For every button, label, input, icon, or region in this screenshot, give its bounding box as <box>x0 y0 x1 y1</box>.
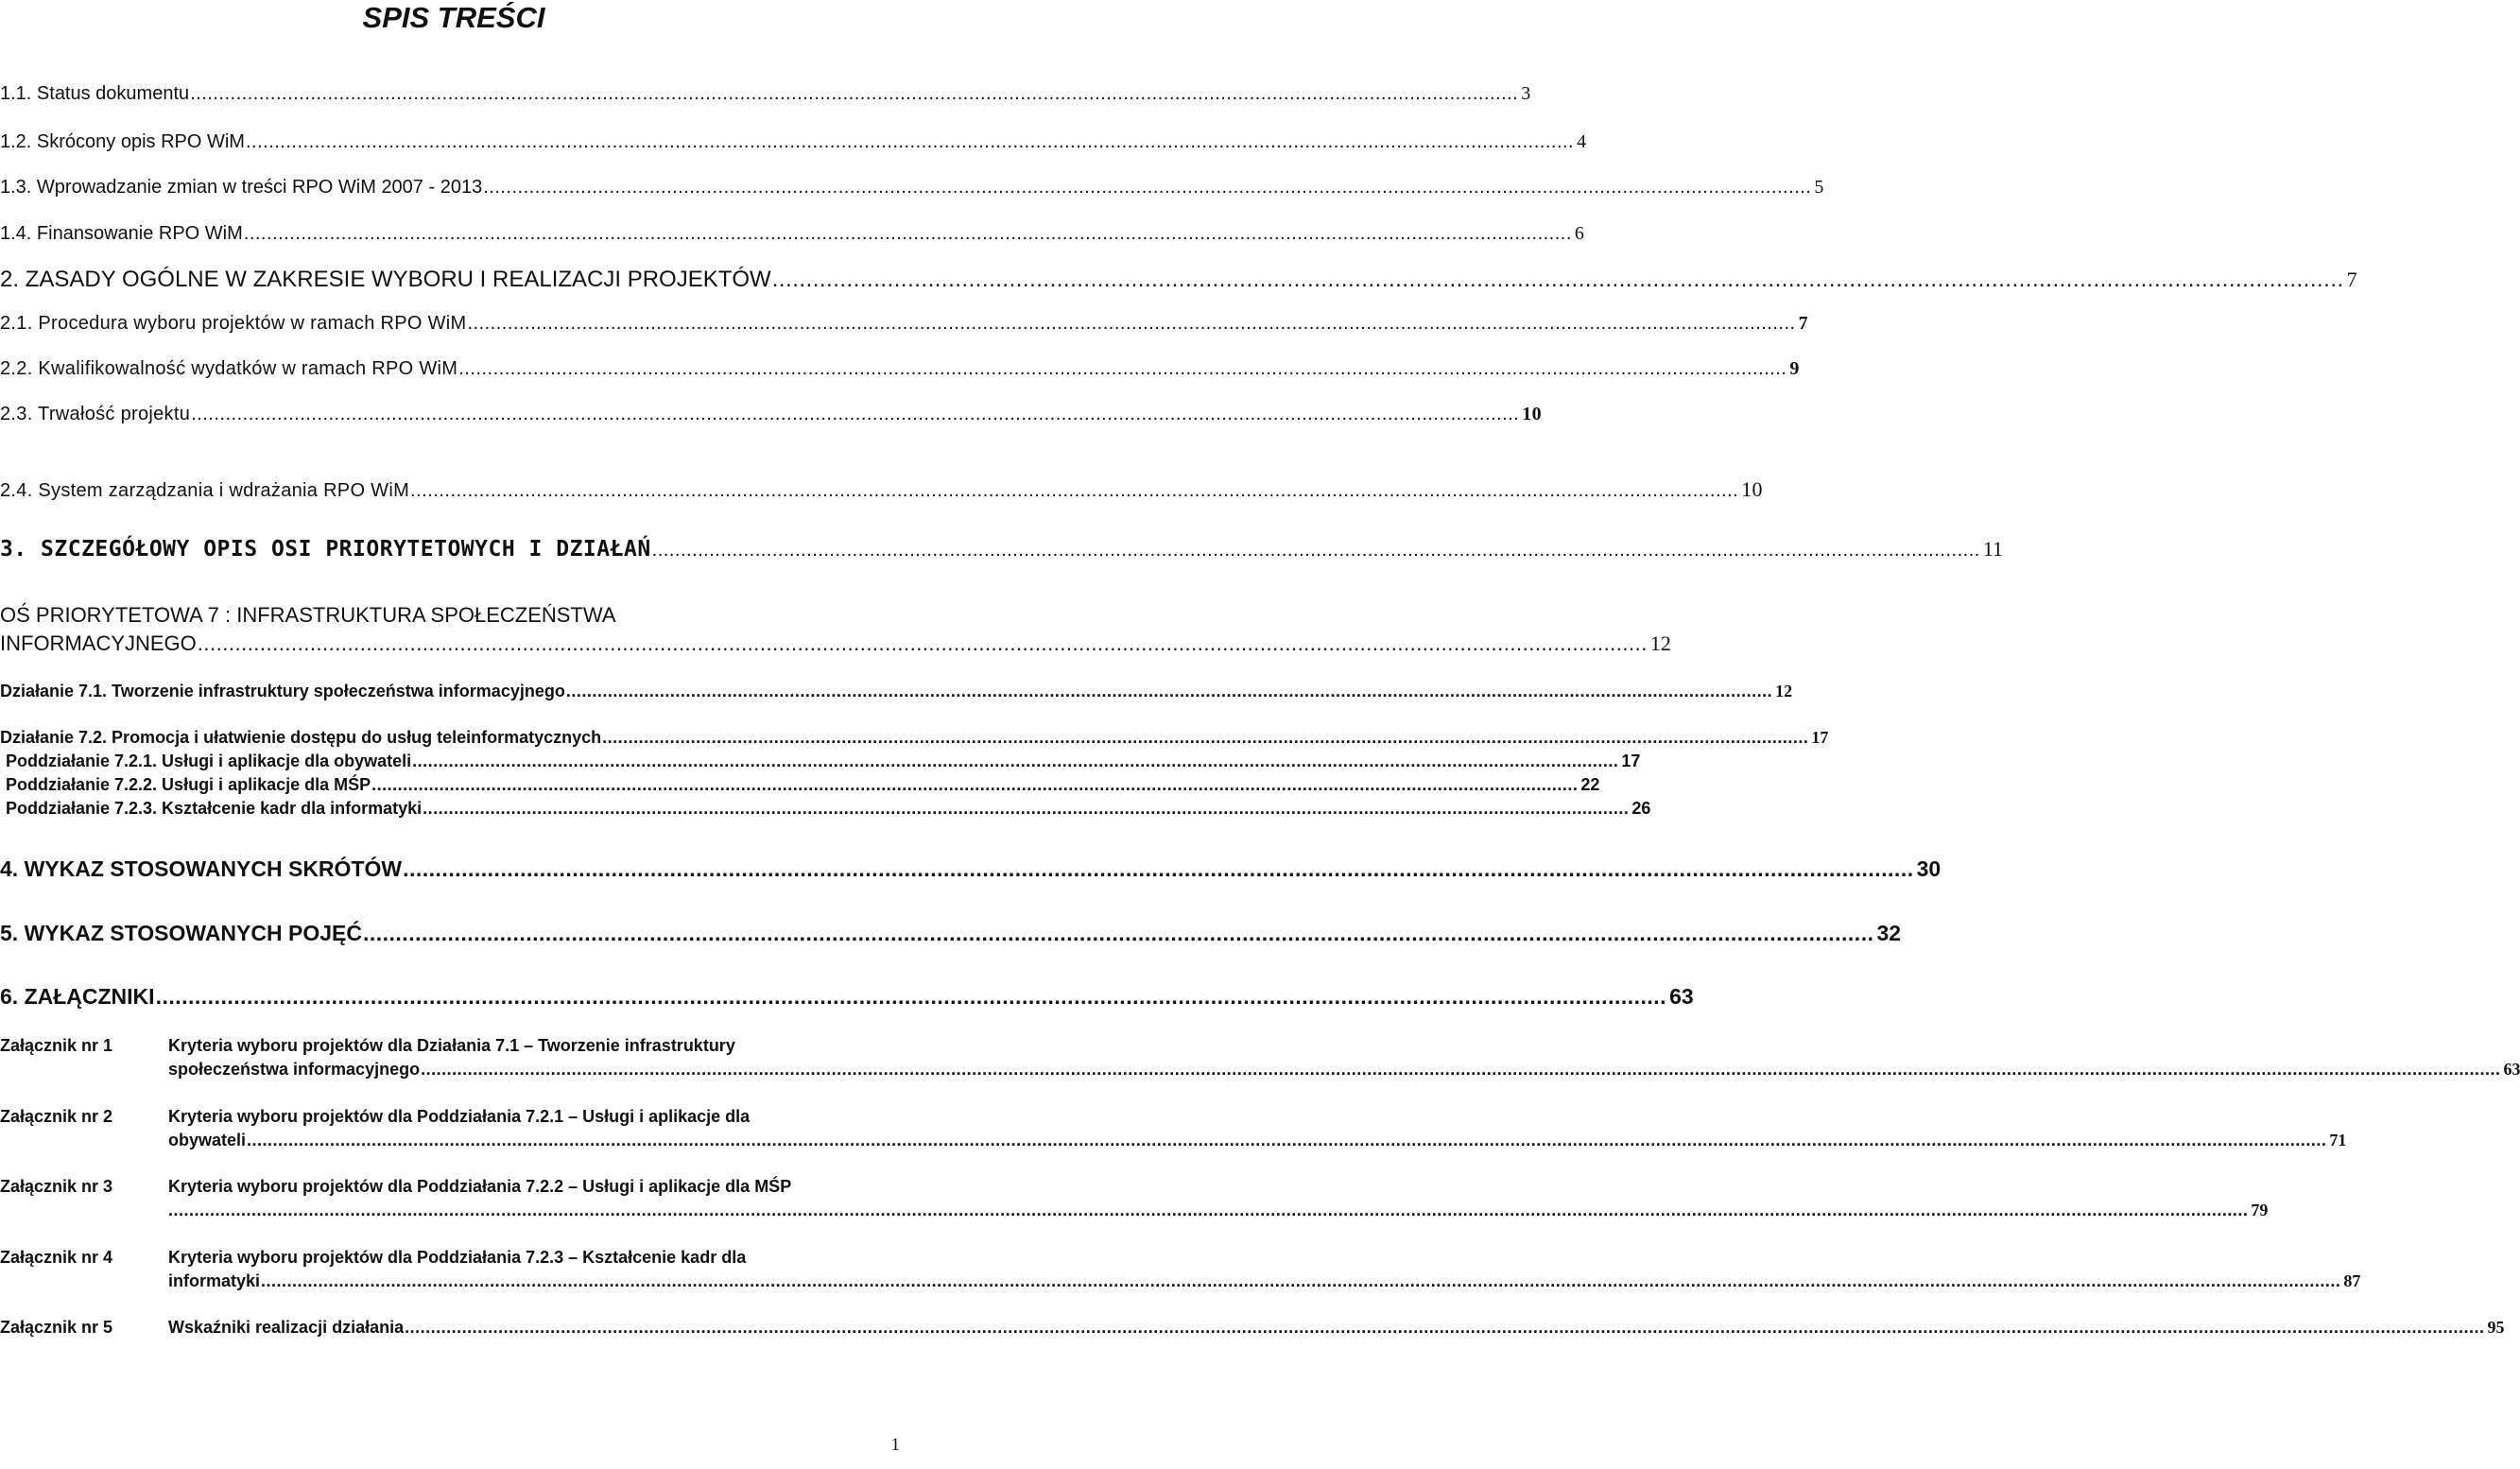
toc-entry-text: 3. SZCZEGÓŁOWY OPIS OSI PRIORYTETOWYCH I DZIAŁAŃ <box>0 537 651 562</box>
toc-leader-dots <box>602 728 1808 748</box>
toc-entry-text: 1.3. Wprowadzanie zmian w treści RPO WiM 2007 - 2013 <box>0 177 483 198</box>
attachment-title-cont: społeczeństwa informacyjnego <box>168 1060 421 1079</box>
attachment-title: Wskaźniki realizacji działania <box>168 1318 405 1337</box>
toc-entry-text: 2.2. Kwalifikowalność wydatków w ramach RPO WiM <box>0 358 458 379</box>
toc-entry[interactable] <box>0 223 1584 245</box>
toc-axis-title-line1[interactable]: OŚ PRIORYTETOWA 7 : INFRASTRUKTURA SPOŁECZEŃSTWA <box>0 603 616 627</box>
attachment-entry[interactable] <box>168 1316 2505 1339</box>
attachment-label: Załącznik nr 2 <box>0 1107 113 1126</box>
toc-leader-dots <box>423 799 1629 819</box>
toc-leader-dots <box>371 775 1578 795</box>
toc-page-number: 9 <box>1789 358 1800 379</box>
toc-entry-chapter[interactable] <box>0 856 1942 882</box>
toc-leader-dots <box>652 540 1980 562</box>
toc-entry-text: 2.1. Procedura wyboru projektów w ramach RPO WiM <box>0 313 467 334</box>
toc-entry[interactable] <box>6 752 1641 771</box>
attachment-entry[interactable] <box>168 1246 2361 1293</box>
attachment-label: Załącznik nr 5 <box>0 1318 113 1337</box>
toc-page-number: 30 <box>1916 856 1942 881</box>
toc-page-number: 12 <box>1775 682 1793 700</box>
toc-leader-dots <box>483 177 1811 199</box>
toc-page-number: 10 <box>1741 477 1763 501</box>
toc-page-number: 22 <box>1580 775 1600 794</box>
toc-page-number: 71 <box>2329 1131 2347 1149</box>
toc-entry-chapter[interactable] <box>0 921 1902 946</box>
toc-entry-text: 5. WYKAZ STOSOWANYCH POJĘĆ <box>0 921 362 945</box>
toc-entry[interactable] <box>0 358 1800 380</box>
toc-leader-dots <box>363 921 1874 946</box>
toc-page-number: 4 <box>1577 131 1587 152</box>
toc-entry-text: 2.3. Trwałość projektu <box>0 404 191 424</box>
toc-entry-text: 1.1. Status dokumentu <box>0 83 190 104</box>
attachment-title: Kryteria wyboru projektów dla Działania 7.1 – Tworzenie infrastruktury <box>168 1036 735 1055</box>
toc-entry[interactable] <box>0 313 1808 335</box>
attachment-title: Kryteria wyboru projektów dla Poddziałania 7.2.2 – Usługi i aplikacje dla MŚP <box>168 1177 792 1196</box>
toc-entry[interactable] <box>0 404 1542 425</box>
attachment-entry[interactable] <box>168 1034 2520 1081</box>
toc-leader-dots <box>191 404 1519 425</box>
toc-leader-dots: ................................................................................................................................................................................................................................................................................................................................................................................................................ <box>405 1318 2485 1337</box>
toc-leader-dots: ................................................................................................................................................................................................................................................................................................................................................................................................................ <box>421 1060 2501 1079</box>
toc-page-number: 5 <box>1814 177 1824 198</box>
toc-leader-dots <box>458 358 1786 380</box>
attachment-label: Załącznik nr 3 <box>0 1177 113 1196</box>
attachment-title-cont: obywateli <box>168 1131 247 1149</box>
toc-leader-dots: ................................................................................................................................................................................................................................................................................................................................................................................................................ <box>261 1271 2341 1290</box>
toc-entry-text: INFORMACYJNEGO <box>0 631 197 655</box>
toc-entry-text: 1.4. Finansowanie RPO WiM <box>0 223 243 244</box>
toc-entry-chapter[interactable] <box>0 984 1694 1010</box>
toc-entry-text: 6. ZAŁĄCZNIKI <box>0 984 155 1009</box>
toc-page-number: 95 <box>2487 1318 2505 1337</box>
toc-entry-text: 1.2. Skrócony opis RPO WiM <box>0 131 245 152</box>
toc-entry-text: Poddziałanie 7.2.2. Usługi i aplikacje dla MŚP <box>6 775 371 794</box>
toc-page-number: 17 <box>1811 728 1829 747</box>
toc-leader-dots <box>412 752 1618 771</box>
toc-leader-dots <box>772 267 2344 293</box>
toc-entry[interactable] <box>0 83 1531 105</box>
toc-page-number: 79 <box>2251 1201 2269 1219</box>
toc-page-number: 87 <box>2343 1271 2361 1290</box>
attachment-title: Kryteria wyboru projektów dla Poddziałania 7.2.1 – Usługi i aplikacje dla <box>168 1107 751 1126</box>
toc-entry-text: Działanie 7.2. Promocja i ułatwienie dostępu do usług teleinformatycznych <box>0 728 602 747</box>
toc-page-number: 17 <box>1621 752 1641 770</box>
toc-leader-dots <box>190 83 1518 105</box>
toc-entry[interactable] <box>0 477 1763 502</box>
attachment-title: Kryteria wyboru projektów dla Poddziałania 7.2.3 – Kształcenie kadr dla <box>168 1248 747 1267</box>
page-title: SPIS TREŚCI <box>362 1 545 34</box>
toc-entry-text: Działanie 7.1. Tworzenie infrastruktury społeczeństwa informacyjnego <box>0 682 565 700</box>
toc-leader-dots: ................................................................................................................................................................................................................................................................................................................................................................................................................ <box>168 1201 2249 1219</box>
toc-page-number: 10 <box>1522 404 1542 424</box>
toc-entry-text: 4. WYKAZ STOSOWANYCH SKRÓTÓW <box>0 856 403 881</box>
attachment-label: Załącznik nr 1 <box>0 1036 113 1055</box>
toc-page-number: 12 <box>1649 631 1671 655</box>
toc-entry[interactable] <box>6 799 1651 819</box>
toc-leader-dots <box>410 480 1738 502</box>
toc-entry-chapter[interactable] <box>0 267 2357 293</box>
toc-page-number: 3 <box>1521 83 1531 104</box>
attachment-label: Załącznik nr 4 <box>0 1248 113 1267</box>
toc-entry-text: 2.4. System zarządzania i wdrażania RPO WiM <box>0 480 410 501</box>
toc-leader-dots <box>156 984 1667 1010</box>
toc-leader-dots <box>566 682 1772 701</box>
toc-leader-dots <box>244 223 1572 245</box>
toc-leader-dots <box>198 631 1648 656</box>
toc-entry[interactable] <box>6 775 1600 795</box>
toc-leader-dots <box>246 131 1574 153</box>
toc-entry[interactable] <box>0 728 1829 748</box>
toc-leader-dots: ................................................................................................................................................................................................................................................................................................................................................................................................................ <box>247 1131 2327 1149</box>
toc-page-number: 7 <box>1798 313 1808 334</box>
page-number: 1 <box>890 1435 900 1455</box>
toc-page-number: 26 <box>1631 799 1651 818</box>
toc-entry[interactable] <box>0 682 1793 701</box>
attachment-entry[interactable] <box>168 1105 2347 1152</box>
toc-page-number: 63 <box>1669 984 1694 1009</box>
toc-entry-chapter[interactable] <box>0 537 2003 562</box>
toc-leader-dots <box>467 313 1795 335</box>
toc-entry[interactable] <box>0 131 1587 153</box>
attachment-entry[interactable] <box>168 1175 2269 1222</box>
attachment-title-cont: informatyki <box>168 1271 261 1290</box>
toc-entry[interactable] <box>0 631 1671 656</box>
toc-page-number: 11 <box>1982 537 2003 561</box>
toc-page-number: 7 <box>2346 268 2357 291</box>
toc-page-number: 63 <box>2503 1060 2520 1079</box>
toc-entry-text: Poddziałanie 7.2.3. Kształcenie kadr dla informatyki <box>6 799 423 818</box>
toc-leader-dots <box>403 856 1914 882</box>
toc-entry-text: Poddziałanie 7.2.1. Usługi i aplikacje dla obywateli <box>6 752 412 770</box>
toc-page-number: 6 <box>1574 223 1584 244</box>
toc-entry[interactable] <box>0 177 1824 199</box>
toc-page-number: 32 <box>1876 921 1902 945</box>
toc-entry-text: 2. ZASADY OGÓLNE W ZAKRESIE WYBORU I REALIZACJI PROJEKTÓW <box>0 267 771 292</box>
